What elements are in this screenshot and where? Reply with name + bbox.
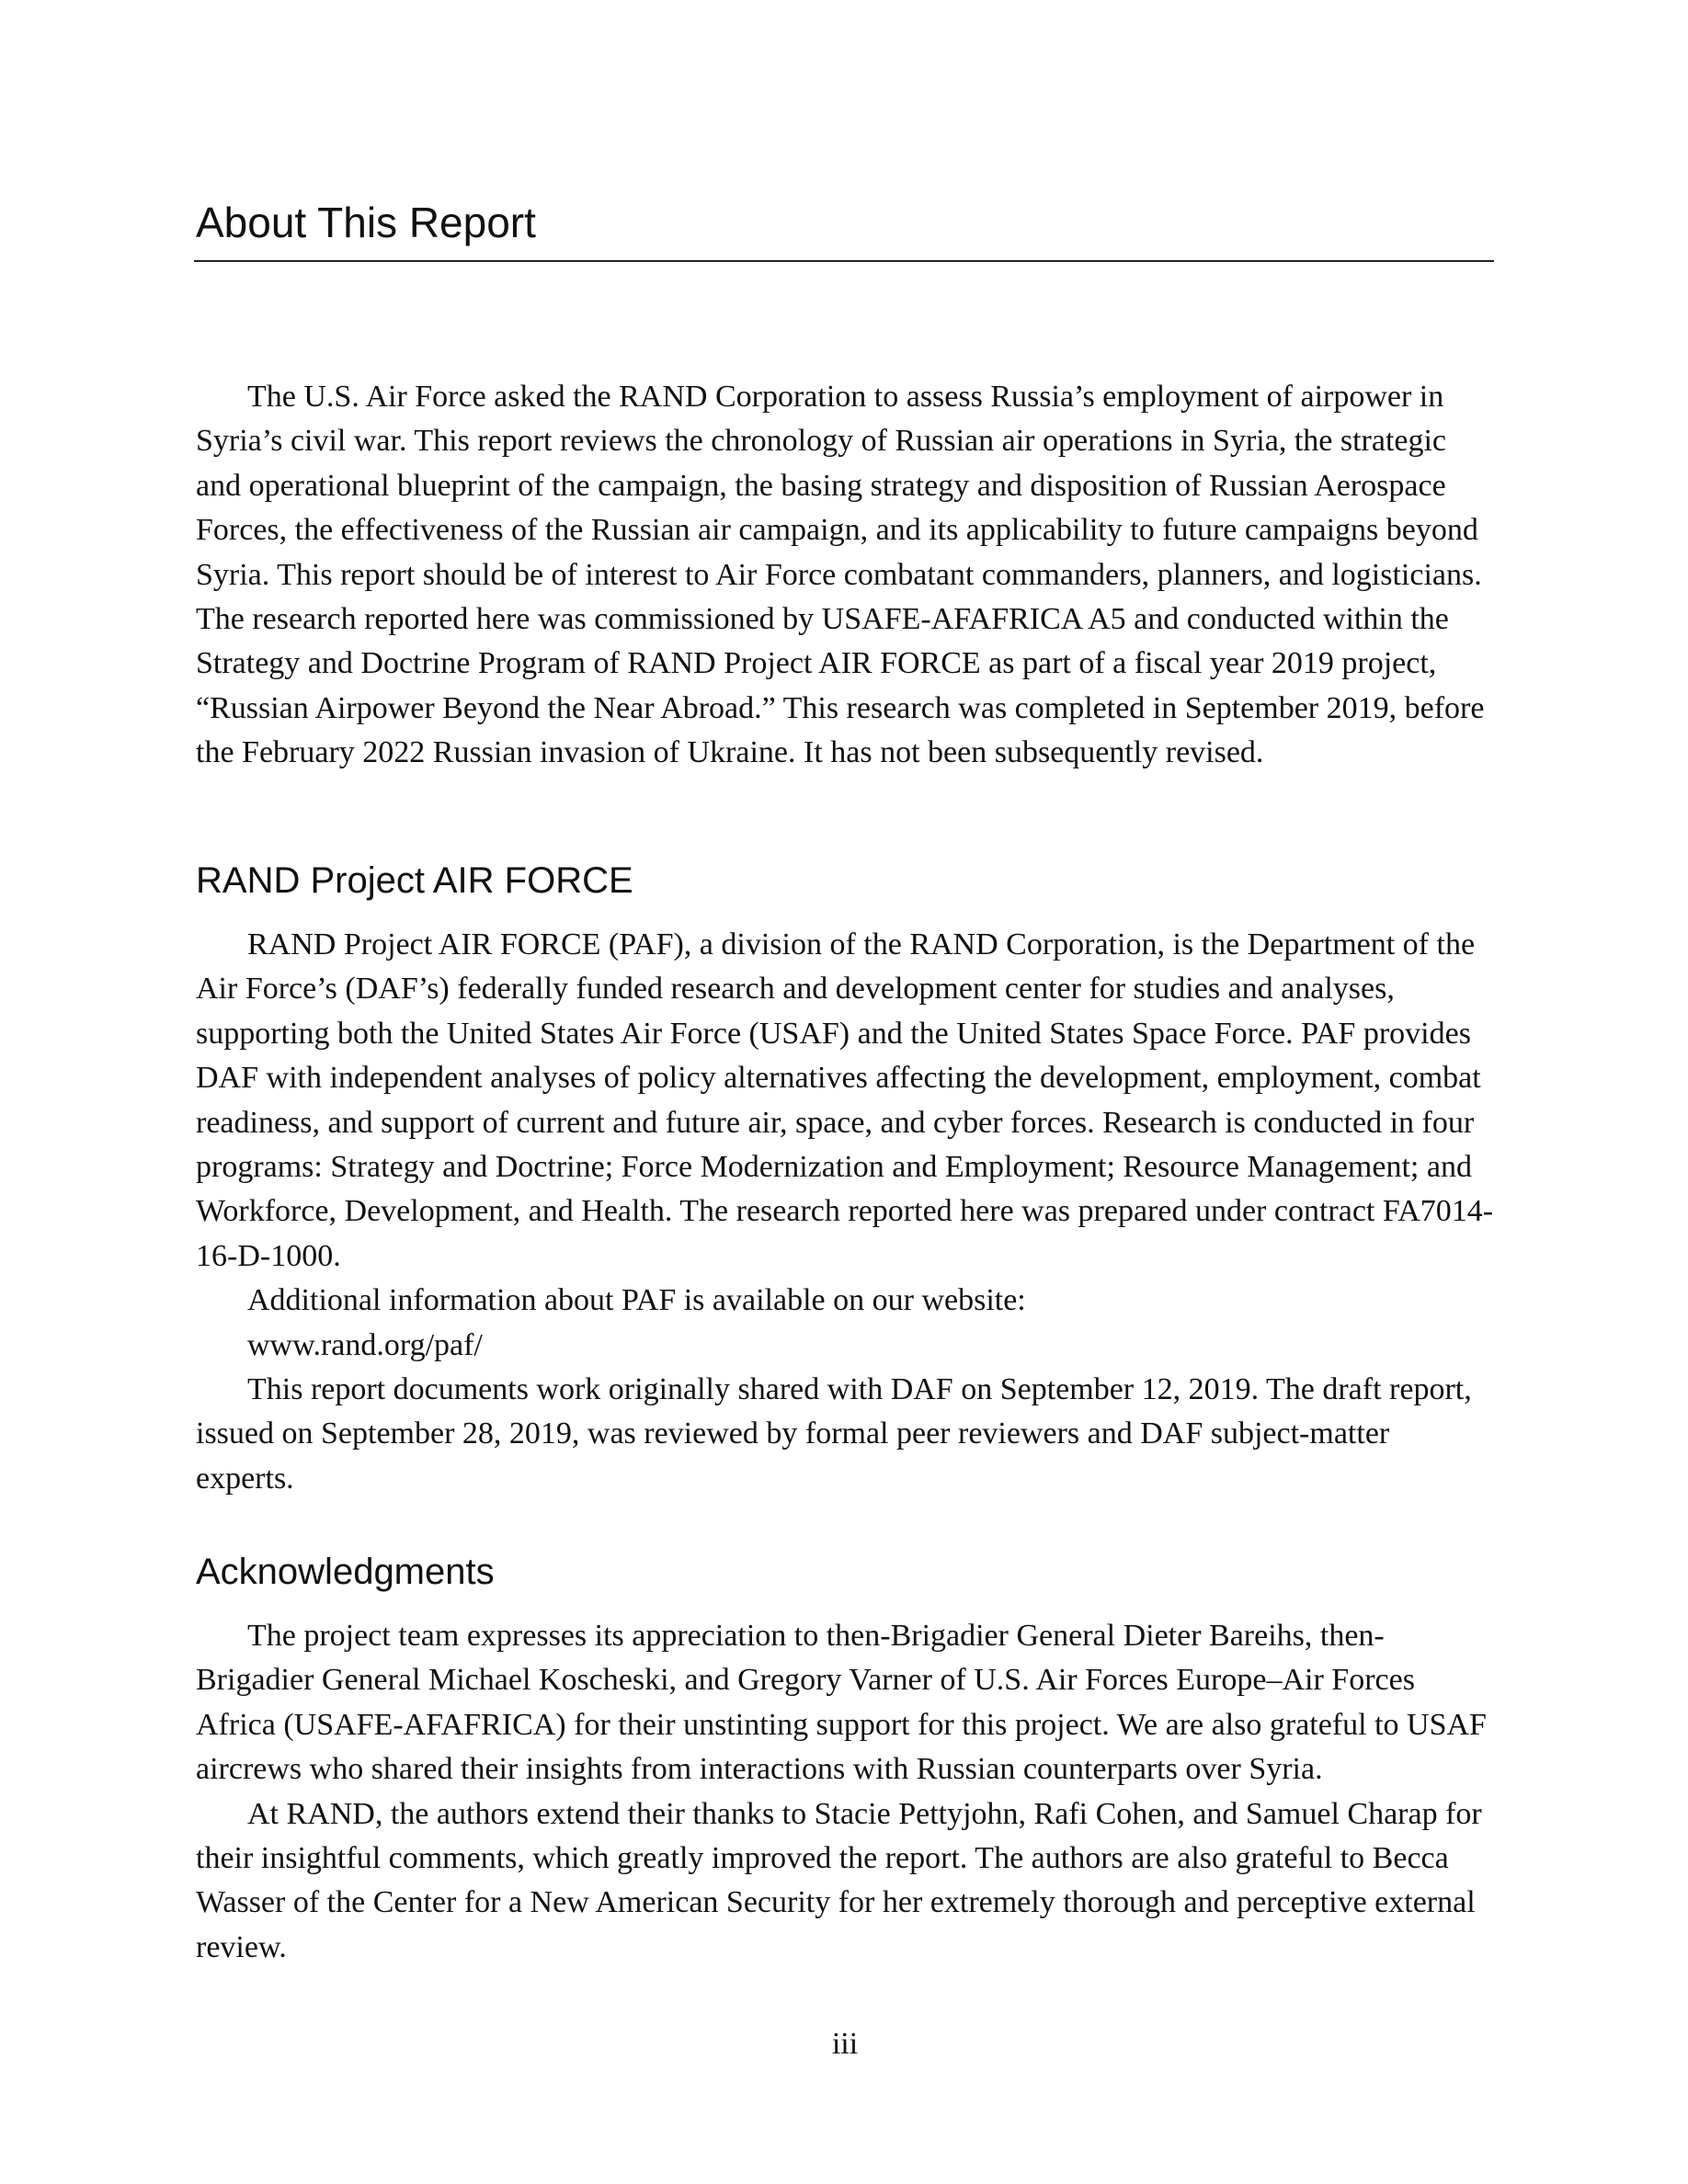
paf-website-link[interactable]: www.rand.org/paf/ — [247, 1327, 483, 1362]
intro-section — [196, 375, 1494, 776]
paf-paragraph-website-info: Additional information about PAF is available on our website: — [247, 1283, 1026, 1318]
acknowledgments-paragraph-sponsors: The project team expresses its appreciation to then-Brigadier General Dieter Bareihs, then-Brigadier General Michael Koscheski, and Gregory Varner of U.S. Air Forces Europe–Air Forces Africa (USAFE-AFAFRICA) for their unstinting support for this project. We are also grateful to USAF aircrews who shared their insights from interactions with Russian counterparts over Syria. — [196, 1619, 1487, 1787]
paf-paragraph-description: RAND Project AIR FORCE (PAF), a division of the RAND Corporation, is the Department of the Air Force’s (DAF’s) federally funded research and development center for studies and analyses, supporting both the United States Air Force (USAF) and the United States Space Force. PAF provides DAF with independent analyses of policy alternatives affecting the development, employment, combat readiness, and support of current and future air, space, and cyber forces. Research is conducted in four programs: Strategy and Doctrine; Force Modernization and Employment; Resource Management; and Workforce, Development, and Health. The research reported here was prepared under contract FA7014-16-D-1000. — [196, 927, 1494, 1273]
acknowledgments-heading: Acknowledgments — [196, 1552, 495, 1592]
page-number: iii — [831, 2027, 859, 2061]
acknowledgments-section — [196, 1550, 1494, 1970]
page-title: About This Report — [196, 199, 536, 246]
paf-heading: RAND Project AIR FORCE — [196, 860, 633, 901]
report-page — [196, 0, 1494, 2184]
acknowledgments-paragraph-reviewers: At RAND, the authors extend their thanks to Stacie Pettyjohn, Rafi Cohen, and Samuel Charap for their insightful comments, which greatly improved the report. The authors are also grateful to Becca Wasser of the Center for a New American Security for her extremely thorough and perceptive external review. — [196, 1796, 1482, 1964]
intro-paragraph: The U.S. Air Force asked the RAND Corporation to assess Russia’s employment of airpower in Syria’s civil war. This report reviews the chronology of Russian air operations in Syria, the strategic and operational blueprint of the campaign, the basing strategy and disposition of Russian Aerospace Forces, the effectiveness of the Russian air campaign, and its applicability to future campaigns beyond Syria. This report should be of interest to Air Force combatant commanders, planners, and logisticians. The research reported here was commissioned by USAFE-AFAFRICA A5 and conducted within the Strategy and Doctrine Program of RAND Project AIR FORCE as part of a fiscal year 2019 project, “Russian Airpower Beyond the Near Abroad.” This research was completed in September 2019, before the February 2022 Russian invasion of Ukraine. It has not been subsequently revised. — [196, 380, 1485, 770]
paf-section — [196, 859, 1494, 1501]
title-divider — [194, 260, 1494, 262]
paf-paragraph-review: This report documents work originally shared with DAF on September 12, 2019. The draft report, issued on September 28, 2019, was reviewed by formal peer reviewers and DAF subject-matter experts. — [196, 1372, 1472, 1496]
